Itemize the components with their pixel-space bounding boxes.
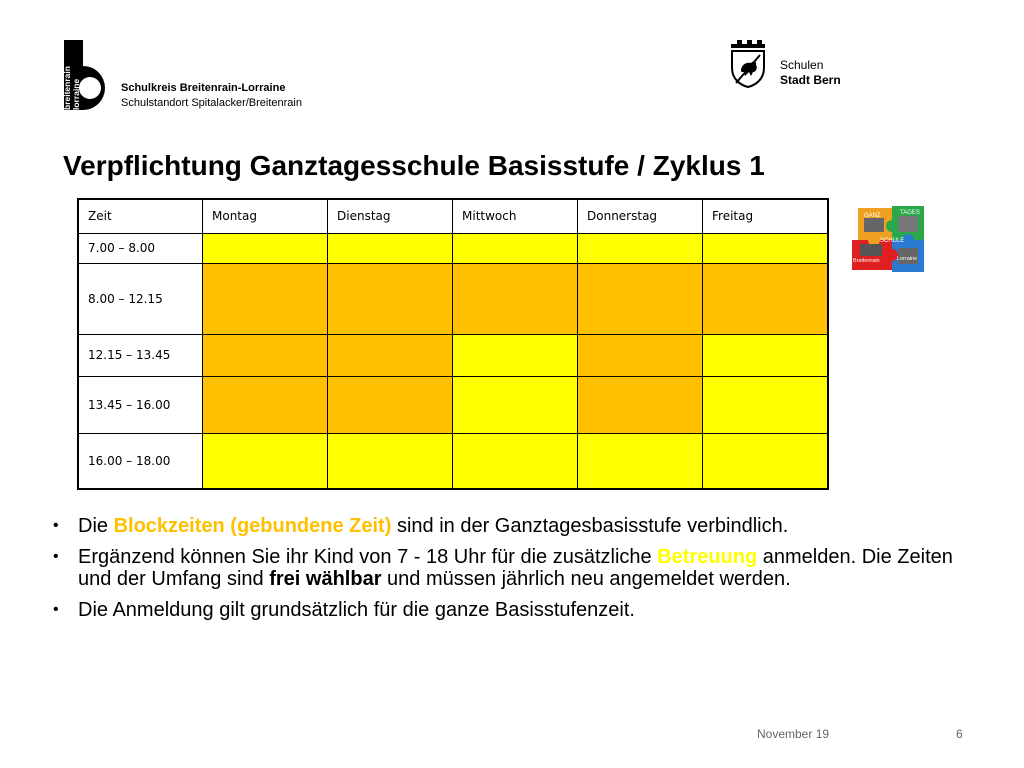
time-cell: 16.00 – 18.00	[78, 433, 203, 489]
slot-cell	[703, 376, 829, 433]
table-row	[78, 233, 828, 263]
slot-cell	[203, 263, 328, 334]
svg-text:TAGES: TAGES	[900, 210, 920, 216]
slot-cell	[328, 376, 453, 433]
slot-cell	[453, 233, 578, 263]
table-row	[78, 376, 828, 433]
slot-cell	[578, 233, 703, 263]
slot-cell	[203, 433, 328, 489]
list-item: • Die Anmeldung gilt grundsätzlich für die ganze Basisstufenzeit.	[53, 599, 973, 621]
bern-crest-logo	[728, 38, 768, 88]
slot-cell	[203, 334, 328, 376]
city-label: Schulen	[780, 58, 824, 72]
slot-cell	[328, 334, 453, 376]
time-cell: 8.00 – 12.15	[78, 263, 203, 334]
col-header-mittwoch: Mittwoch	[453, 199, 578, 233]
col-header-freitag: Freitag	[703, 199, 829, 233]
org-title: Schulkreis Breitenrain-Lorraine	[121, 82, 286, 94]
col-header-zeit: Zeit	[78, 199, 203, 233]
svg-text:SCHULE: SCHULE	[880, 238, 905, 244]
table-header-row	[78, 199, 828, 233]
slot-cell	[453, 433, 578, 489]
svg-text:Breitenrain: Breitenrain	[853, 258, 880, 264]
highlight-blockzeiten: Blockzeiten (gebundene Zeit)	[113, 515, 392, 537]
breitenrain-lorraine-logo	[60, 40, 120, 112]
time-cell: 7.00 – 8.00	[78, 233, 203, 263]
slot-cell	[328, 263, 453, 334]
list-item: • Ergänzend können Sie ihr Kind von 7 - 18 Uhr für die zusätzliche Betreuung anmelden. Die Zeiten und der Umfang sind frei wählbar und müssen jährlich neu angemeldet werden.	[53, 546, 973, 590]
slot-cell	[203, 233, 328, 263]
slot-cell	[703, 433, 829, 489]
schedule-table	[77, 198, 829, 490]
list-item: • Die Blockzeiten (gebundene Zeit) sind in der Ganztagesbasisstufe verbindlich.	[53, 515, 973, 537]
slot-cell	[203, 376, 328, 433]
table-row	[78, 334, 828, 376]
org-subtitle: Schulstandort Spitalacker/Breitenrain	[121, 97, 302, 109]
highlight-betreuung: Betreuung	[657, 546, 758, 568]
col-header-donnerstag: Donnerstag	[578, 199, 703, 233]
slot-cell	[328, 233, 453, 263]
slot-cell	[703, 263, 829, 334]
table-row	[78, 263, 828, 334]
ganztagesschule-puzzle-logo	[848, 200, 930, 278]
slot-cell	[578, 334, 703, 376]
slot-cell	[453, 376, 578, 433]
col-header-montag: Montag	[203, 199, 328, 233]
page-title: Verpflichtung Ganztagesschule Basisstufe / Zyklus 1	[63, 150, 765, 181]
svg-text:breitenrain: breitenrain	[62, 66, 72, 110]
page-number: 6	[956, 727, 963, 741]
col-header-dienstag: Dienstag	[328, 199, 453, 233]
info-bullet-list	[53, 515, 973, 630]
svg-text:Lorraine: Lorraine	[897, 256, 918, 262]
slot-cell	[578, 433, 703, 489]
slot-cell	[328, 433, 453, 489]
slot-cell	[703, 233, 829, 263]
slot-cell	[578, 263, 703, 334]
footer-date: November 19	[757, 727, 830, 741]
slot-cell	[578, 376, 703, 433]
city-name: Stadt Bern	[780, 73, 841, 87]
bold-frei-waehlbar: frei wählbar	[269, 568, 382, 590]
svg-text:GANZ: GANZ	[864, 213, 881, 219]
time-cell: 13.45 – 16.00	[78, 376, 203, 433]
table-row	[78, 433, 828, 489]
slot-cell	[453, 334, 578, 376]
slot-cell	[703, 334, 829, 376]
svg-text:lorraine: lorraine	[71, 78, 81, 110]
slot-cell	[453, 263, 578, 334]
time-cell: 12.15 – 13.45	[78, 334, 203, 376]
